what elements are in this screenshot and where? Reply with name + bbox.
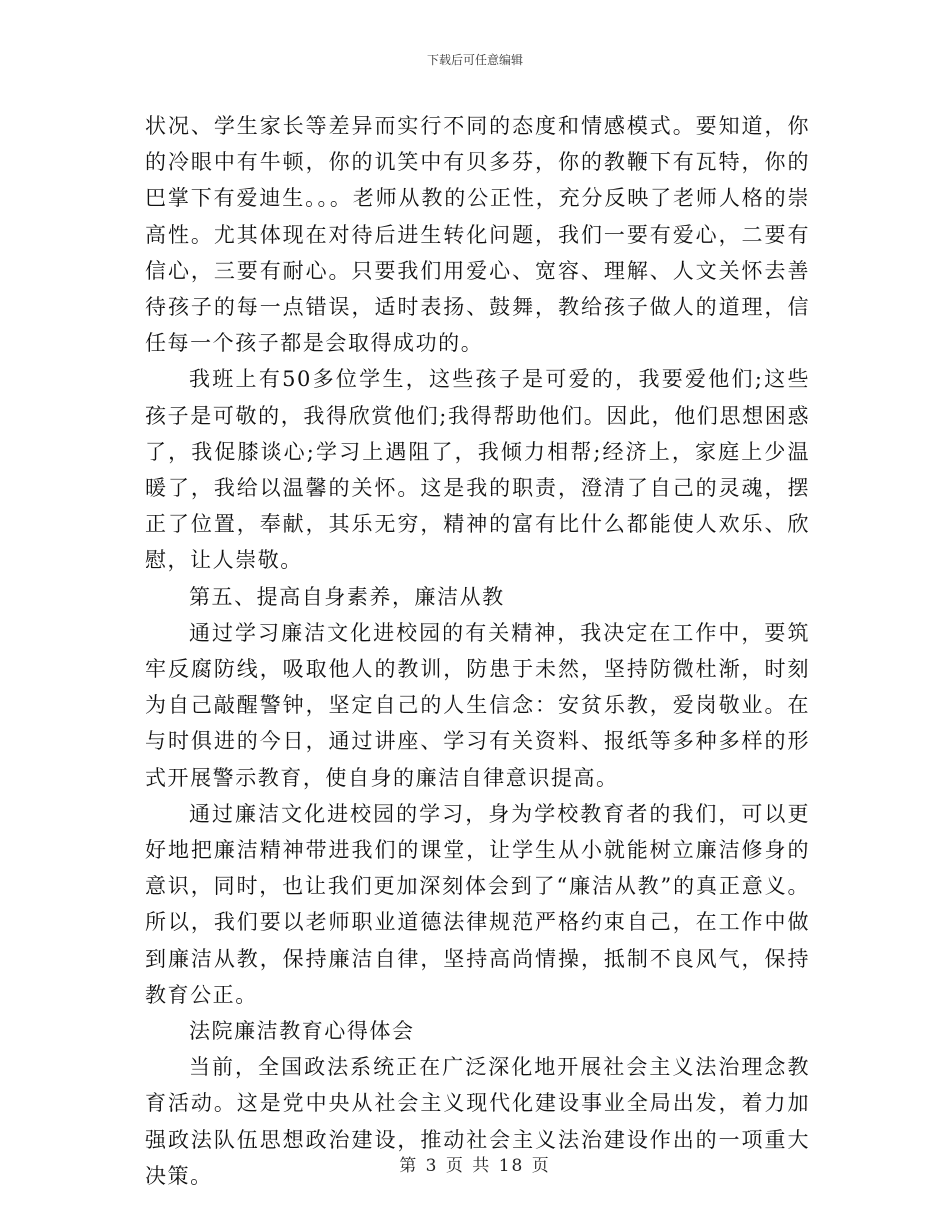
page-header: 下载后可任意编辑 [426,53,523,67]
paragraph-4: 通过廉洁文化进校园的学习，身为学校教育者的我们，可以更好地把廉洁精神带进我们的课堂，让学生从小就能树立廉洁修身的意识，同时，也让我们更加深刻体会到了“廉洁从教”的真正意义。所以，我们要以老师职业道德法律规范严格约束自己，在工作中做到廉洁从教，保持廉洁自律，坚持高尚情操，抵制不良风气，保持教育公正。 [145,801,810,1007]
document-body [145,108,810,1194]
paragraph-5: 当前，全国政法系统正在广泛深化地开展社会主义法治理念教育活动。这是党中央从社会主义现代化建设事业全局出发，着力加强政法队伍思想政治建设，推动社会主义法治建设作出的一项重大决策。 [145,1055,810,1188]
page-number-footer: 第 3 页 共 18 页 [399,1156,551,1176]
paragraph-2: 我班上有50多位学生，这些孩子是可爱的，我要爱他们;这些孩子是可敬的，我得欣赏他们;我得帮助他们。因此，他们思想困惑了，我促膝谈心;学习上遇阻了，我倾力相帮;经济上，家庭上少温暖了，我给以温馨的关怀。这是我的职责，澄清了自己的灵魂，摆正了位置，奉献，其乐无穷，精神的富有比什么都能使人欢乐、欣慰，让人崇敬。 [145,367,810,573]
paragraph-3: 通过学习廉洁文化进校园的有关精神，我决定在工作中，要筑牢反腐防线，吸取他人的教训，防患于未然，坚持防微杜渐，时刻为自己敲醒警钟，坚定自己的人生信念：安贫乐教，爱岗敬业。在与时俱进的今日，通过讲座、学习有关资料、报纸等多种多样的形式开展警示教育，使自身的廉洁自律意识提高。 [145,620,810,790]
paragraph-1: 状况、学生家长等差异而实行不同的态度和情感模式。要知道，你的冷眼中有牛顿，你的讥笑中有贝多芬，你的教鞭下有瓦特，你的巴掌下有爱迪生。。。老师从教的公正性，充分反映了老师人格的崇高性。尤其体现在对待后进生转化问题，我们一要有爱心，二要有信心，三要有耐心。只要我们用爱心、宽容、理解、人文关怀去善待孩子的每一点错误，适时表扬、鼓舞，教给孩子做人的道理，信任每一个孩子都是会取得成功的。 [145,114,810,356]
section-heading-5: 第五、提高自身素养，廉洁从教 [189,584,505,609]
article-title-heading: 法院廉洁教育心得体会 [189,1019,415,1044]
